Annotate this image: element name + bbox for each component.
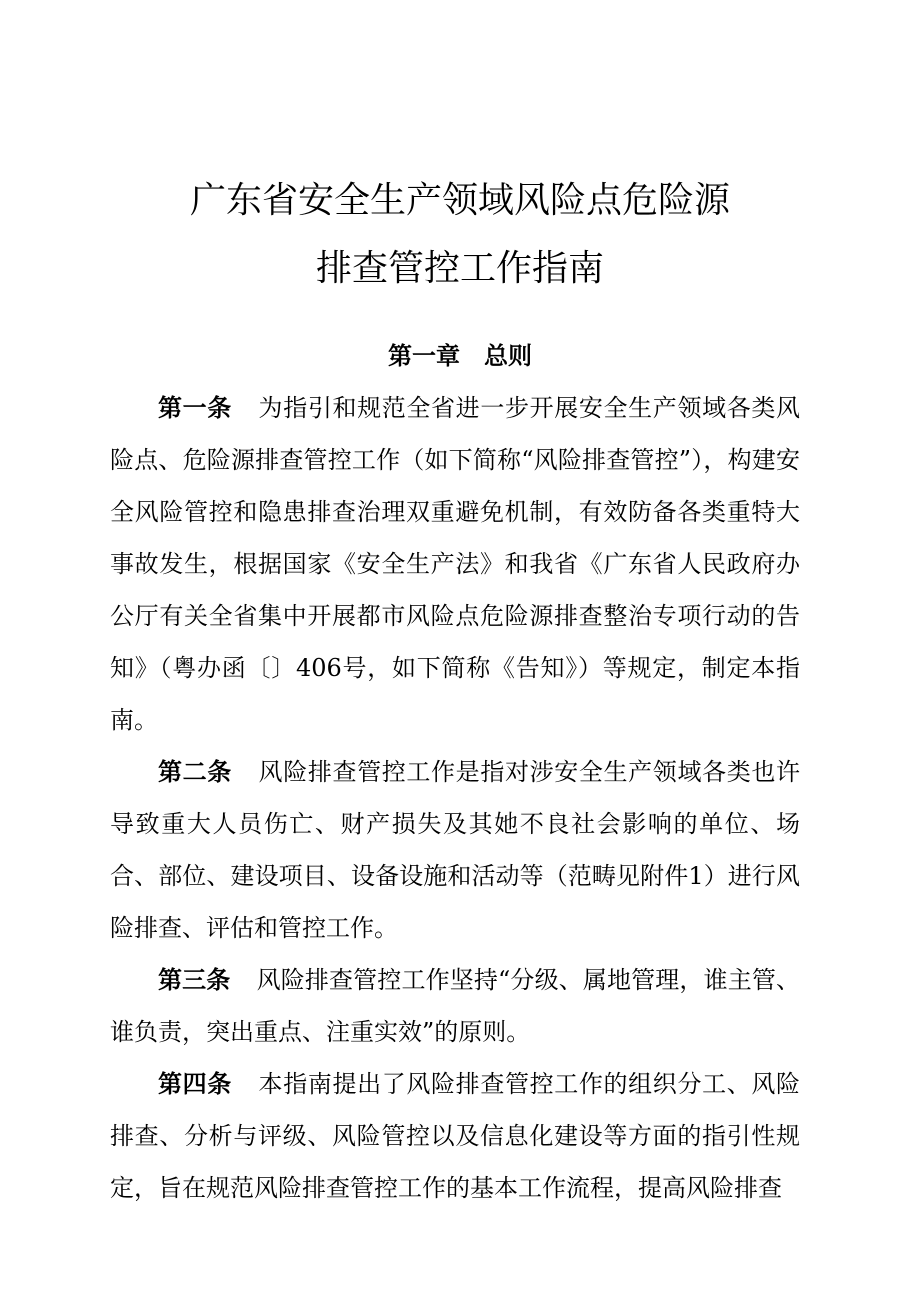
article-1-label: 第一条 [158, 394, 232, 422]
chapter-heading: 第一章 总则 [388, 342, 532, 370]
article-2-label: 第二条 [158, 758, 232, 786]
article-3-label: 第三条 [158, 966, 231, 994]
document-title-line-1: 广东省安全生产领域风险点危险源 [189, 180, 730, 221]
article-2-text: 风险排查管控工作是指对涉安全生产领域各类也许导致重大人员伤亡、财产损失及其她不良社会影响的单位、场合、部位、建设项目、设备设施和活动等（范畴见附件1）进行风险排查、评估和管控工作。 [110, 758, 801, 942]
article-3 [110, 954, 800, 1058]
article-2 [110, 746, 800, 954]
document-title-line-2: 排查管控工作指南 [315, 248, 604, 289]
article-3-text: 风险排查管控工作坚持“分级、属地管理，谁主管、谁负责，突出重点、注重实效”的原则。 [110, 966, 800, 1046]
article-1 [110, 382, 800, 746]
article-4 [110, 1058, 800, 1214]
document-body [110, 382, 800, 1214]
article-4-label: 第四条 [158, 1070, 232, 1098]
article-4-text: 本指南提出了风险排查管控工作的组织分工、风险排查、分析与评级、风险管控以及信息化建设等方面的指引性规定，旨在规范风险排查管控工作的基本工作流程，提高风险排查 [110, 1070, 801, 1202]
article-1-text: 为指引和规范全省进一步开展安全生产领域各类风险点、危险源排查管控工作（如下简称“风险排查管控”），构建安全风险管控和隐患排查治理双重避免机制，有效防备各类重特大事故发生，根据国家《安全生产法》和我省《广东省人民政府办公厅有关全省集中开展都市风险点危险源排查整治专项行动的告知》（粤办函〔〕406号，如下简称《告知》）等规定，制定本指南。 [110, 394, 801, 734]
